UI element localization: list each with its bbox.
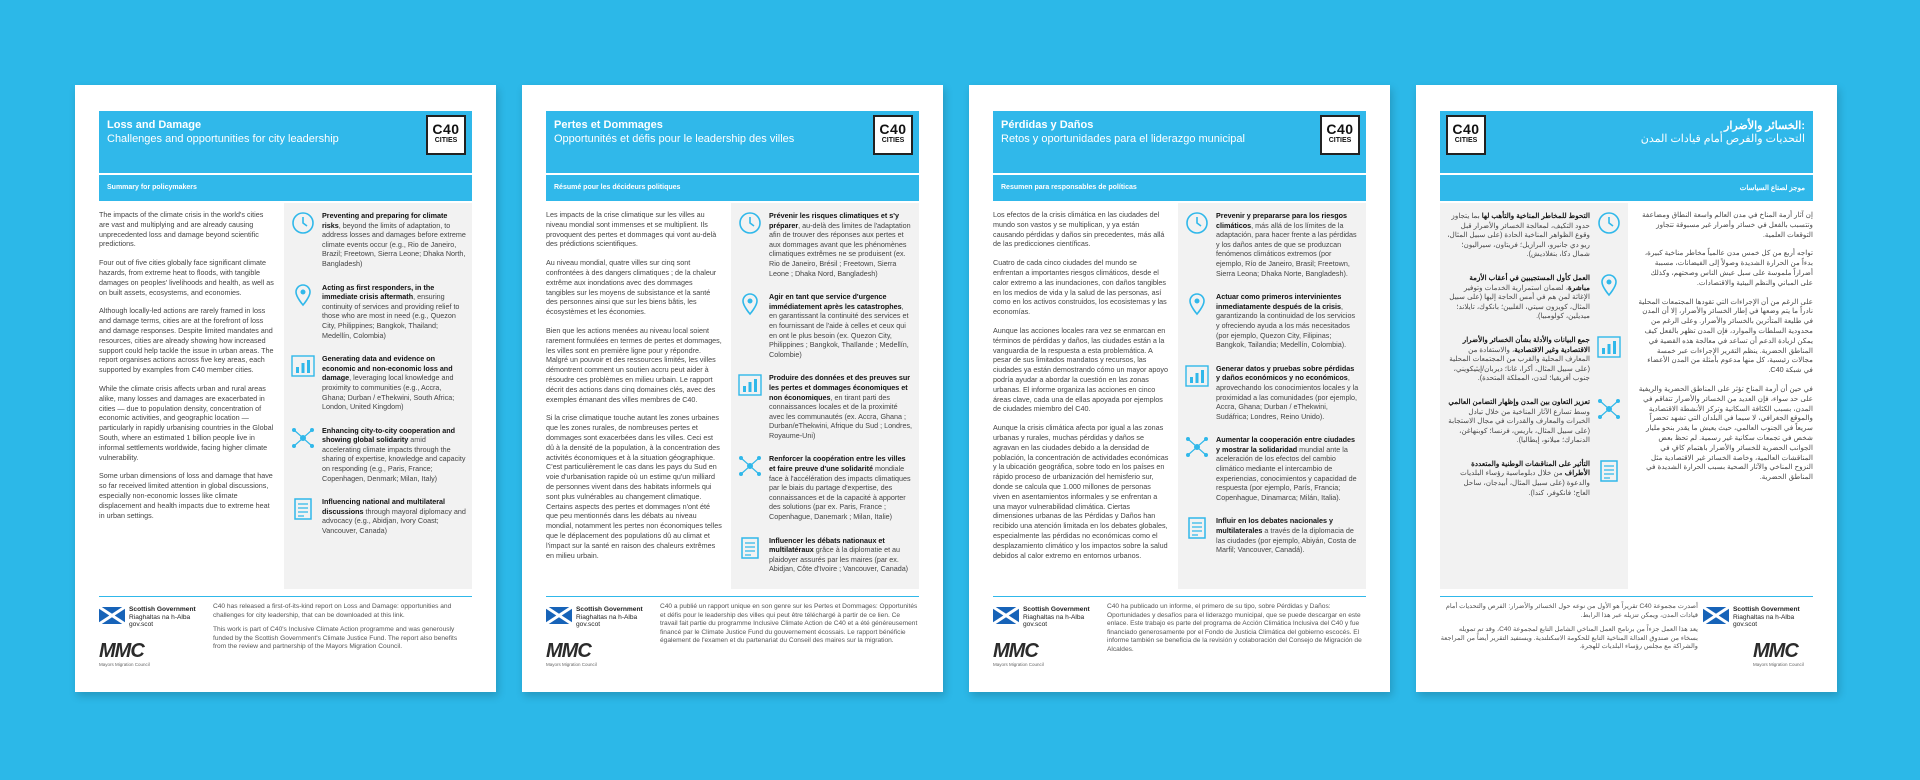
- action-item: [737, 373, 913, 440]
- action-text: [322, 211, 466, 269]
- network-icon: [737, 454, 763, 478]
- footer-divider: [993, 596, 1366, 597]
- body-column: [546, 210, 722, 569]
- footer-paragraph: C40 a publié un rapport unique en son genre sur les Pertes et Dommages: Opportunités et défis pour le leadership des villes qui peut être téléchargé à partir de ce lien. Ce travail fait partie du programme Inclusive Climate Action de C40 et a été généreusement financé par le Climate Justice Fund du gouvernement écossais. Le rapport bénéficie également de l'examen et du partenariat du Conseil des maires sur la migration.: [660, 603, 918, 645]
- action-text: [1446, 459, 1590, 497]
- footer-text: [660, 603, 918, 652]
- location-pin-icon: [1596, 273, 1622, 297]
- action-text: [322, 426, 466, 484]
- action-description: grâce à la diplomatie et au plaidoyer assurés par les maires (par ex. Abidjan, Côte d'Ivoire ; Vancouver, Canada): [769, 545, 909, 574]
- gov-line-2: Riaghaltas na h-Alba: [576, 613, 638, 621]
- document-subtitle: Retos y oportunidades para el liderazgo municipal: [1001, 133, 1245, 145]
- c40-cities-logo: [1320, 115, 1360, 155]
- body-paragraph: Bien que les actions menées au niveau local soient rarement formulées en termes de pertes et dommages, les villes sont en première ligne pour y répondre. Malgré un pouvoir et des ressources limités, les villes démontrent comment un soutien accru peut aider à résoudre ces problèmes en milieu urbain. Le rapport décrit des actions dans cinq domaines clés, avec des exemples émanant des villes membres de C40.: [546, 325, 722, 404]
- action-text: [769, 373, 913, 440]
- action-item: [737, 454, 913, 521]
- body-paragraph: Although locally-led actions are rarely framed in loss and damage terms, cities are at the forefront of loss and damage responses. Despite limited mandates and resources, cities are already showing how increased support could help tackle the issue in urban areas. The report organises actions across five key areas, each supported by examples from C40 member cities.: [99, 306, 274, 375]
- action-item: [1184, 292, 1360, 350]
- actions-panel: [284, 203, 472, 589]
- scottish-government-logo: [1703, 605, 1813, 629]
- footer-text: [1440, 603, 1698, 658]
- body-column: [1637, 210, 1813, 491]
- scottish-government-logo: [993, 605, 1103, 629]
- mmc-mark: MMC: [99, 640, 144, 662]
- action-item: [1446, 211, 1622, 259]
- action-description: وسط تسارع الآثار المناخية من خلال تبادل الخبرات والمعارف والقدرات في مجال الاستجابة (على سبيل المثال، باريس، فرنسا؛ كوبنهاغن، الدنمارك؛ ميلانو، إيطاليا).: [1448, 406, 1590, 445]
- policy-summary-page: [75, 85, 496, 692]
- gov-line-2: Riaghaltas na h-Alba: [1023, 613, 1085, 621]
- action-description: بما يتجاوز حدود التكيف، لمعالجة الخسائر والأضرار قبل وقوع الظواهر المناخية الحادة (على سبيل المثال، ريو دي جانيرو، البرازيل؛ فريتاون، سيراليون؛ شمال دكا، بنغلاديش).: [1447, 211, 1590, 259]
- action-text: [1446, 273, 1590, 321]
- action-description: من خلال دبلوماسية رؤساء البلديات والدعوة (على سبيل المثال، أبيدجان، ساحل العاج؛ فانكوفر، كندا).: [1460, 468, 1590, 497]
- scottish-government-logo: [546, 605, 656, 629]
- policy-summary-page: [1416, 85, 1837, 692]
- body-paragraph: إن آثار أزمة المناخ في مدن العالم واسعة النطاق ومضاعفة وتتسبب بالفعل في خسائر وأضرار غير مسبوقة تتجاوز التوقعات العلمية.: [1642, 210, 1813, 239]
- body-paragraph: Les impacts de la crise climatique sur les villes au niveau mondial sont immenses et se multiplient. Ils provoquent des pertes et dommages qui vont au-delà des prédictions scientifiques.: [546, 210, 717, 249]
- action-title: Influencing national and multilateral discussions: [322, 497, 445, 516]
- gov-line-3: gov.scot: [1023, 621, 1048, 629]
- footer-paragraph: أصدرت مجموعة C40 تقريراً هو الأول من نوعه حول الخسائر والأضرار: الفرص والتحديات أمام قيادات المدن، ويمكن تنزيله عبر هذا الرابط.: [1445, 603, 1698, 619]
- clock-icon: [1184, 211, 1210, 235]
- action-text: [769, 211, 913, 278]
- mmc-mark: MMC: [993, 640, 1038, 662]
- action-text: [322, 283, 466, 341]
- gov-line-1: Scottish Government: [129, 606, 196, 613]
- action-description: ، والاستفادة من المعارف المحلية والقرب من المجتمعات المحلية (على سبيل المثال، أكرا، غانا؛ ديربان/إيثيكويني، جنوب أفريقيا؛ لندن، المملكة المتحدة).: [1449, 344, 1590, 383]
- action-item: [1446, 397, 1622, 445]
- action-item: [1184, 516, 1360, 554]
- gov-line-3: gov.scot: [129, 621, 154, 629]
- clock-icon: [290, 211, 316, 235]
- government-name: [1733, 606, 1800, 629]
- action-description: , au-delà des limites de l'adaptation afin de trouver des réponses aux pertes et aux dommages avant que les phénomènes climatiques extrêmes ne se produisent (ex. Rio de Janeiro, Brésil ; Freetown, Sierra Leone ; Dhaka Nord, Bangladesh): [769, 220, 911, 278]
- document-title: Pérdidas y Daños: [1001, 119, 1094, 131]
- mayors-migration-council-logo: [993, 640, 1053, 670]
- footer-paragraph: يعد هذا العمل جزءاً من برنامج العمل المناخي الشامل التابع لمجموعة C40، وقد تم تمويله بسخاء من صندوق العدالة المناخية التابع للحكومة الاسكتلندية. ويستفيد التقرير أيضاً من المراجعة والشراكة مع مجلس رؤساء البلديات للهجرة.: [1440, 626, 1698, 651]
- document-icon: [1184, 516, 1210, 540]
- body-paragraph: Aunque las acciones locales rara vez se enmarcan en términos de pérdidas y daños, las ciudades están a la vanguardia de la respuesta a esta problemática. A pesar de sus limitados mandatos y recursos, las ciudades ya están demostrando cómo un mayor apoyo podría ayudar a abordar la cuestión en las zonas urbanas. El informe organiza las acciones en cinco áreas clave, cada una de ellas apoyada por ejemplos de ciudades miembro del C40.: [993, 325, 1168, 414]
- action-description: , aprovechando los conocimientos locales y la proximidad a las comunidades (por ejemplo, Accra, Ghana; Durban / eThekwini, Sudáfrica; Londres, Reino Unido).: [1216, 373, 1359, 421]
- action-title: التحوط للمخاطر المناخية والتأهب لها: [1481, 211, 1590, 220]
- action-description: , en tirant parti des connaissances locales et de la proximité avec les communautés (ex. Accra, Ghana ; Durban/eThekwini, Afrique du Sud ; Londres, Royaume-Uni): [769, 392, 913, 440]
- action-item: [737, 211, 913, 278]
- body-paragraph: Four out of five cities globally face significant climate hazards, from extreme heat to floods, with tangible damages on peoples' livelihoods and health, as well as on built assets, ecosystems, and economies.: [99, 258, 274, 297]
- action-item: [290, 283, 466, 341]
- mmc-name: Mayors Migration Council: [99, 662, 150, 667]
- logo-line-2: CITIES: [1454, 137, 1478, 144]
- summary-label: Resumen para responsables de políticas: [993, 175, 1366, 201]
- action-description: , más allá de los límites de la adaptación, para hacer frente a las pérdidas y los daños antes de que se produzcan fenómenos climáticos extremos (por ejemplo, Río de Janeiro, Brasil; Freetown, Sierra Leona; Dhaka Norte, Bangladesh).: [1216, 220, 1357, 278]
- body-paragraph: Some urban dimensions of loss and damage that have so far received limited attention in global discussions, especially non-economic losses like climate displacement and health impacts due to extreme heat in urban settings.: [99, 471, 273, 520]
- mmc-mark: MMC: [1753, 640, 1798, 662]
- footer-divider: [99, 596, 472, 597]
- scottish-government-logo: [99, 605, 209, 629]
- action-text: [1216, 516, 1360, 554]
- action-description: amid accelerating climate impacts through the sharing of expertise, knowledge and capacity on responding (e.g., Paris, France; Copenhagen, Denmark; Milan, Italy): [322, 435, 466, 483]
- saltire-flag-icon: [546, 607, 572, 624]
- c40-cities-logo: [873, 115, 913, 155]
- action-description: , beyond the limits of adaptation, to address losses and damages before extreme climate events occur (e.g., Rio de Janeiro, Brazil; Freetown, Sierra Leone; Dhaka North, Bangladesh): [322, 220, 466, 268]
- action-title: Preventing and preparing for climate risks: [322, 211, 448, 230]
- action-text: [1446, 335, 1590, 383]
- mayors-migration-council-logo: [1753, 640, 1813, 670]
- action-title: Produire des données et des preuves sur les pertes et dommages économiques et non économiques: [769, 373, 911, 402]
- action-title: Generar datos y pruebas sobre pérdidas y daños económicos y no económicos: [1216, 363, 1355, 383]
- body-column: [993, 210, 1169, 569]
- summary-label: Résumé pour les décideurs politiques: [546, 175, 919, 201]
- action-description: mundial ante la aceleración de los efectos del cambio climático mediante el intercambio de experiencias, conocimientos y capacidad de respuesta (por ejemplo, París, Francia; Copenhague, Dinamarca; Milán, Italia).: [1216, 444, 1357, 502]
- document-subtitle: Challenges and opportunities for city leadership: [107, 133, 339, 145]
- action-item: [737, 536, 913, 574]
- c40-cities-logo: [1446, 115, 1486, 155]
- action-description: , garantizando la continuidad de los servicios y ofreciendo ayuda a los más necesitados (por ejemplo, Quezon City, Filipinas; Bangkok, Tailandia; Medellín, Colombia).: [1216, 301, 1356, 350]
- actions-panel: [1178, 203, 1366, 589]
- government-name: [576, 606, 643, 629]
- gov-line-2: Riaghaltas na h-Alba: [129, 613, 191, 621]
- action-text: [1216, 435, 1360, 502]
- gov-line-1: Scottish Government: [1023, 606, 1090, 613]
- saltire-flag-icon: [1703, 607, 1729, 624]
- logo-line-1: C40: [1452, 121, 1480, 137]
- bar-chart-icon: [1184, 364, 1210, 388]
- action-title: Acting as first responders, in the immediate crisis aftermath: [322, 282, 435, 302]
- policy-summary-page: [522, 85, 943, 692]
- action-item: [1446, 459, 1622, 497]
- document-title: Pertes et Dommages: [554, 119, 663, 131]
- logo-line-1: C40: [1326, 121, 1354, 137]
- header-banner: [993, 111, 1366, 173]
- document-title: الخسائر والأضرار:: [1724, 120, 1805, 132]
- mmc-name: Mayors Migration Council: [993, 662, 1044, 667]
- action-text: [1446, 211, 1590, 259]
- body-paragraph: Cuatro de cada cinco ciudades del mundo se enfrentan a importantes riesgos climáticos, desde el calor extremo a las inundaciones, con daños tangibles en los medios de vida y la salud de las personas, así como en los activos construidos, los ecosistemas y las economías.: [993, 258, 1167, 317]
- clock-icon: [1596, 211, 1622, 235]
- document-title: Loss and Damage: [107, 119, 202, 131]
- footer-divider: [546, 596, 919, 597]
- footer-paragraph: C40 has released a first-of-its-kind report on Loss and Damage: opportunities and challenges for city leadership, that can be downloaded at this link.: [213, 603, 452, 619]
- action-item: [1184, 211, 1360, 278]
- action-text: [769, 454, 913, 521]
- gov-line-1: Scottish Government: [1733, 606, 1800, 613]
- action-item: [290, 497, 466, 535]
- actions-panel: [731, 203, 919, 589]
- action-title: Influir en los debates nacionales y multilaterales: [1216, 516, 1334, 536]
- action-title: Renforcer la coopération entre les villes et faire preuve d'une solidarité: [769, 454, 906, 474]
- header-banner: [99, 111, 472, 173]
- mmc-name: Mayors Migration Council: [1753, 662, 1804, 667]
- body-paragraph: تواجه أربع من كل خمس مدن عالمياً مخاطر مناخية كبيرة، بدءاً من الحرارة الشديدة وصولاً إلى الفيضانات، مسببة أضراراً ملموسة على سبل عيش الناس وصحتهم، وكذلك على المباني والنظم البيئية والاقتصادات.: [1644, 248, 1813, 287]
- action-title: Prevenir y prepararse para los riesgos climáticos: [1216, 211, 1348, 230]
- gov-line-3: gov.scot: [1733, 621, 1758, 629]
- action-item: [290, 354, 466, 412]
- document-icon: [1596, 459, 1622, 483]
- logo-line-2: CITIES: [881, 137, 905, 144]
- action-text: [1216, 364, 1360, 422]
- c40-cities-logo: [426, 115, 466, 155]
- header-banner: [546, 111, 919, 173]
- action-title: Enhancing city-to-city cooperation and showing global solidarity: [322, 425, 455, 445]
- action-title: Aumentar la cooperación entre ciudades y mostrar la solidaridad: [1216, 435, 1355, 454]
- body-paragraph: While the climate crisis affects urban and rural areas alike, many losses and damages are exacerbated in cities — due to population density, concentration of economic activities, and geographic location — particularly in rapidly urbanising countries in the Global South, where an estimated 1 billion people live in informal settlements worldwide, facing higher climate vulnerability.: [99, 383, 274, 462]
- summary-label: Summary for policymakers: [99, 175, 472, 201]
- body-paragraph: Au niveau mondial, quatre villes sur cinq sont confrontées à des dangers climatiques ; de la chaleur extrême aux inondations avec des dommages tangibles sur les moyens de subsistance et la santé des personnes ainsi que sur les biens bâtis, les écosystèmes et les économies.: [546, 258, 717, 317]
- action-item: [290, 211, 466, 269]
- action-item: [290, 426, 466, 484]
- action-text: [769, 292, 913, 359]
- policy-summary-page: [969, 85, 1390, 692]
- logo-line-2: CITIES: [434, 137, 458, 144]
- bar-chart-icon: [290, 354, 316, 378]
- saltire-flag-icon: [99, 607, 125, 624]
- logo-line-1: C40: [432, 121, 460, 137]
- action-item: [1184, 435, 1360, 502]
- action-title: تعزيز التعاون بين المدن وإظهار التضامن العالمي: [1448, 396, 1590, 406]
- document-subtitle: Opportunités et défis pour le leadership des villes: [554, 133, 795, 145]
- action-title: Generating data and evidence on economic and non-economic loss and damage: [322, 354, 453, 383]
- gov-line-1: Scottish Government: [576, 606, 643, 613]
- action-text: [769, 536, 913, 574]
- bar-chart-icon: [737, 373, 763, 397]
- action-description: through mayoral diplomacy and advocacy (e.g., Abidjan, Ivory Coast; Vancouver, Canada): [322, 506, 466, 536]
- action-description: , ensuring continuity of services and providing relief to those who are most in need (e.g., Quezon City, Philippines; Bangkok, Thailand; Medellín, Colombia): [322, 292, 460, 340]
- action-description: a través de la diplomacia de las ciudades (por ejemplo, Abiyán, Costa de Marfil; Vancouver, Canadá).: [1216, 526, 1357, 555]
- action-description: , en garantissant la continuité des services et en fournissant de l'aide à celles et ceux qui en ont le plus besoin (ex. Quezon City, Philippines ; Bangkok, Thaïlande ; Medellín, Colombie): [769, 301, 909, 359]
- action-item: [1446, 335, 1622, 383]
- mayors-migration-council-logo: [546, 640, 606, 670]
- clock-icon: [737, 211, 763, 235]
- location-pin-icon: [1184, 292, 1210, 316]
- body-paragraph: في حين أن أزمة المناخ تؤثر على المناطق الحضرية والريفية على حد سواء، فإن العديد من الخسائر والأضرار تتفاقم في المدن، بسبب الكثافة السكانية وتركز الأنشطة الاقتصادية والموقع الجغرافي، لا سيما في البلدان التي تشهد تحضراً سريعاً في الجنوب العالمي، حيث يعيش ما يقدر بنحو مليار شخص في تجمعات سكانية غير رسمية. لم تحظ بعض الجوانب الحضرية للخسائر والأضرار باهتمام كافٍ في المناقشات العالمية، وخاصة الخسائر غير الاقتصادية مثل النزوح المناخي والآثار الصحية بسبب الحرارة الشديدة في المناطق الحضرية.: [1638, 383, 1813, 482]
- action-text: [1216, 292, 1360, 350]
- action-description: mondiale face à l'accélération des impacts climatiques par le biais du partage d'expertise, des connaissances et de la capacité à apporter des solutions (par ex. Paris, France ; Copenhague, Danemark ; Milan, Italie): [769, 464, 911, 522]
- bar-chart-icon: [1596, 335, 1622, 359]
- action-title: Prévenir les risques climatiques et s'y préparer: [769, 211, 899, 230]
- action-title: العمل كأول المستجيبين في أعقاب الأزمة مباشرة: [1469, 272, 1590, 292]
- mmc-mark: MMC: [546, 640, 591, 662]
- network-icon: [1596, 397, 1622, 421]
- body-paragraph: Si la crise climatique touche autant les zones urbaines que les zones rurales, de nombreuses pertes et dommages sont exacerbées dans les villes. Ceci est dû à la densité de la population, à la concentration des activités économiques et à la situation géographique. C'est particulièrement le cas dans les pays du Sud en voie d'urbanisation rapide où un estime qu'un milliard de personnes vivent dans des habitats informels qui sont plus vulnérables au changement climatique. Certains aspects des pertes et dommages n'ont été que peu mentionnés dans les débats au niveau mondial, notamment les pertes non économiques telles que le déplacement des populations dû au climat et l'impact sur la santé en raison des chaleurs extrêmes en milieu urbain.: [546, 413, 722, 560]
- document-icon: [290, 497, 316, 521]
- government-name: [129, 606, 196, 629]
- action-description: ، لضمان استمرارية الخدمات وتوفير الإغاثة لمن هم في أمس الحاجة إليها (على سبيل المثال، كويزون سيتي، الفلبين؛ بانكوك، تايلاند؛ ميديلين، كولومبيا).: [1449, 282, 1590, 321]
- location-pin-icon: [737, 292, 763, 316]
- government-name: [1023, 606, 1090, 629]
- mmc-name: Mayors Migration Council: [546, 662, 597, 667]
- action-item: [737, 292, 913, 359]
- action-item: [1446, 273, 1622, 321]
- header-banner: [1440, 111, 1813, 173]
- body-column: [99, 210, 275, 529]
- body-paragraph: The impacts of the climate crisis in the world's cities are vast and multiplying and are already causing unprecedented loss and damage beyond scientific predictions.: [99, 210, 264, 249]
- body-paragraph: Aunque la crisis climática afecta por igual a las zonas urbanas y rurales, muchas pérdidas y daños se agravan en las ciudades debido a la densidad de población, la concentración de actividades económicas y la ubicación geográfica, sobre todo en los países en rápido proceso de urbanización del hemisferio sur, donde se calcula que 1.000 millones de personas viven en asentamientos informales y se enfrentan a una mayor vulnerabilidad climática. Ciertas dimensiones urbanas de las Pérdidas y Daños han recibido una atención limitada en los debates globales, especialmente las pérdidas no económicas como el desplazamiento climático y los impactos sobre la salud debidos al calor extremo en entornos urbanos.: [993, 423, 1169, 560]
- footer-paragraph: This work is part of C40's Inclusive Climate Action programme and was generously funded by the Scottish Government's Climate Justice Fund. The report also benefits from the review and partnership of the Mayors Migration Council.: [213, 626, 458, 651]
- body-paragraph: Los efectos de la crisis climática en las ciudades del mundo son vastos y se multiplican, y ya están causando pérdidas y daños sin precedentes, más allá de las predicciones científicas.: [993, 210, 1165, 249]
- action-title: جمع البيانات والأدلة بشأن الخسائر والأضرار الاقتصادية وغير الاقتصادية: [1462, 334, 1590, 354]
- saltire-flag-icon: [993, 607, 1019, 624]
- document-icon: [737, 536, 763, 560]
- gov-line-3: gov.scot: [576, 621, 601, 629]
- action-title: Actuar como primeros intervinientes inmediatamente después de la crisis: [1216, 292, 1342, 311]
- action-text: [1446, 397, 1590, 445]
- document-subtitle: التحديات والفرص أمام قيادات المدن: [1640, 133, 1805, 145]
- action-title: Agir en tant que service d'urgence immédiatement après les catastrophes: [769, 292, 902, 311]
- actions-panel: [1440, 203, 1628, 589]
- action-item: [1184, 364, 1360, 422]
- network-icon: [1184, 435, 1210, 459]
- mayors-migration-council-logo: [99, 640, 159, 670]
- gov-line-2: Riaghaltas na h-Alba: [1733, 613, 1795, 621]
- logo-line-2: CITIES: [1328, 137, 1352, 144]
- action-description: , leveraging local knowledge and proximity to communities (e.g., Accra, Ghana; Durban / eThekwini, South Africa; London, United Kingdom): [322, 373, 455, 412]
- action-text: [322, 497, 466, 535]
- action-title: Influencer les débats nationaux et multilatéraux: [769, 535, 885, 555]
- action-title: التأثير على المناقشات الوطنية والمتعددة الأطراف: [1471, 458, 1590, 478]
- action-text: [322, 354, 466, 412]
- network-icon: [290, 426, 316, 450]
- location-pin-icon: [290, 283, 316, 307]
- footer-paragraph: C40 ha publicado un informe, el primero de su tipo, sobre Pérdidas y Daños: Oportunidades y desafíos para el liderazgo municipal, que se puede descargar en este enlace. Este trabajo es parte del programa de Acción Climática Inclusiva del C40 y fue financiado generosamente por el Fondo de Justicia Climática del gobierno escocés. El informe también se beneficia de la revisión y colaboración del Consejo de Migración de Alcaldes.: [1107, 603, 1362, 653]
- footer-text: [1107, 603, 1365, 661]
- footer-divider: [1440, 596, 1813, 597]
- footer-text: [213, 603, 471, 658]
- logo-line-1: C40: [879, 121, 907, 137]
- body-paragraph: على الرغم من أن الإجراءات التي تقودها المجتمعات المحلية نادراً ما يتم وضعها في إطار الخسائر والأضرار، إلا أن المدن في طليعة المتأثرين بالخسائر والأضرار. وعلى الرغم من محدودية السلطات والموارد، فإن المدن تظهر بالفعل كيف يمكن لزيادة الدعم أن تساعد في معالجة هذه القضية في المناطق الحضرية. ينظم التقرير الإجراءات عبر خمسة مجالات رئيسية، كل منها مدعوم بأمثلة من المدن الأعضاء في شبكة C40.: [1638, 296, 1813, 375]
- summary-label: موجز لصناع السياسات: [1440, 175, 1813, 201]
- action-text: [1216, 211, 1360, 278]
